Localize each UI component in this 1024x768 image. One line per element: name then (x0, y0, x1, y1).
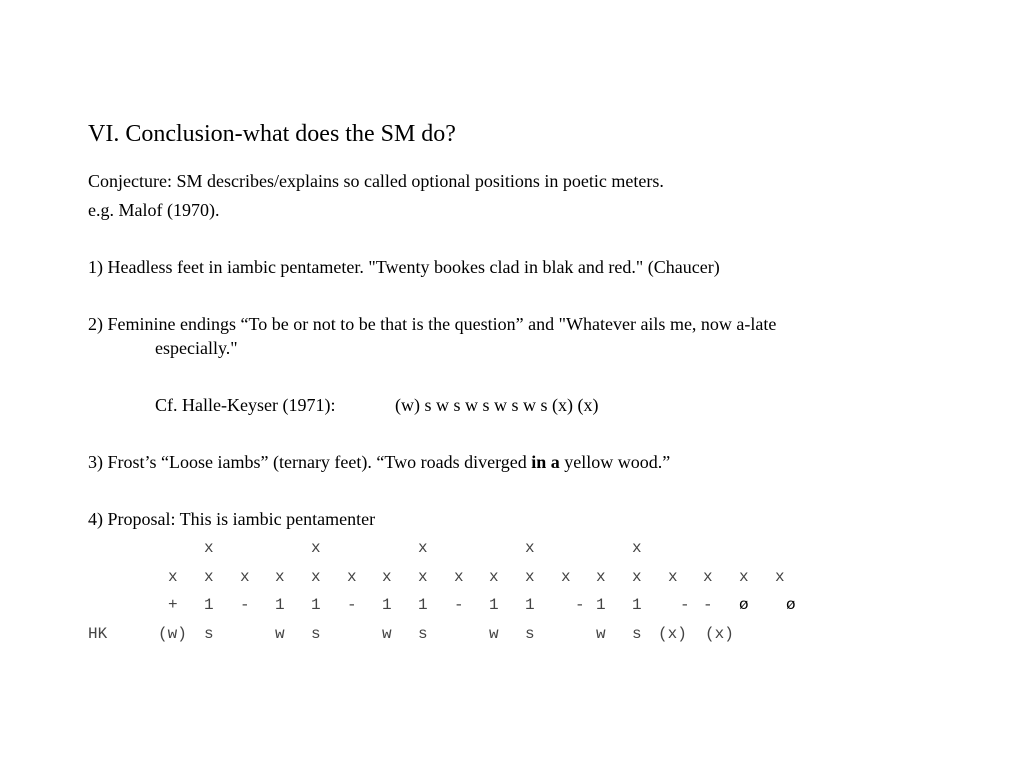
grid-mark: x (596, 568, 606, 586)
grid-mark: s (632, 625, 642, 643)
grid-mark: x (275, 568, 285, 586)
grid-mark: x (240, 568, 250, 586)
grid-mark: s (311, 625, 321, 643)
grid-mark: x (418, 568, 428, 586)
grid-mark: x (632, 539, 642, 557)
grid-mark: 1 (525, 596, 535, 614)
grid-row-halle-keyser (0, 624, 1024, 644)
grid-mark: x (775, 568, 785, 586)
item-loose-iambs-end: yellow wood.” (559, 452, 671, 472)
grid-mark: 1 (489, 596, 499, 614)
grid-row-top (0, 538, 1024, 558)
grid-mark: x (204, 568, 214, 586)
grid-mark: x (382, 568, 392, 586)
grid-mark: x (632, 568, 642, 586)
grid-mark: 1 (596, 596, 606, 614)
grid-mark: 1 (418, 596, 428, 614)
grid-mark: - (703, 596, 713, 614)
grid-mark: - (454, 596, 464, 614)
cf-halle-keyser-pattern: (w) s w s w s w s w s (x) (x) (395, 395, 599, 415)
item-headless-feet: 1) Headless feet in iambic pentameter. "Twenty bookes clad in blak and red." (Chaucer) (88, 257, 720, 277)
grid-mark: x (204, 539, 214, 557)
grid-mark: x (311, 568, 321, 586)
grid-mark: + (168, 596, 178, 614)
grid-mark: x (739, 568, 749, 586)
grid-mark: (x) (658, 625, 687, 643)
conjecture-text: Conjecture: SM describes/explains so called optional positions in poetic meters. (88, 171, 664, 191)
grid-mark: - (347, 596, 357, 614)
grid-row-positions (0, 567, 1024, 587)
item-proposal: 4) Proposal: This is iambic pentamenter (88, 509, 376, 529)
grid-mark: (x) (705, 625, 734, 643)
grid-mark: x (347, 568, 357, 586)
grid-row-stress (0, 595, 1024, 615)
grid-mark: 1 (382, 596, 392, 614)
grid-mark: - (680, 596, 690, 614)
grid-mark: x (454, 568, 464, 586)
grid-mark: s (525, 625, 535, 643)
grid-mark: x (668, 568, 678, 586)
grid-mark: x (525, 568, 535, 586)
grid-mark: w (489, 625, 499, 643)
grid-mark: s (204, 625, 214, 643)
grid-mark: 1 (204, 596, 214, 614)
grid-mark: s (418, 625, 428, 643)
item-feminine-endings-continued: especially." (155, 338, 238, 358)
grid-mark: 1 (311, 596, 321, 614)
example-reference: e.g. Malof (1970). (88, 200, 220, 220)
grid-mark: x (418, 539, 428, 557)
grid-mark: x (168, 568, 178, 586)
slide-title: VI. Conclusion-what does the SM do? (88, 121, 456, 147)
item-loose-iambs-emphasis: in a (531, 452, 560, 472)
grid-mark: w (596, 625, 606, 643)
item-loose-iambs-start: 3) Frost’s “Loose iambs” (ternary feet). “Two roads diverged (88, 452, 532, 472)
grid-mark-empty: ø (786, 596, 796, 614)
grid-mark: 1 (275, 596, 285, 614)
grid-mark: x (561, 568, 571, 586)
grid-mark: x (703, 568, 713, 586)
grid-mark: (w) (158, 625, 187, 643)
grid-mark: - (575, 596, 585, 614)
hk-label: HK (88, 625, 108, 643)
grid-mark: 1 (632, 596, 642, 614)
grid-mark: x (525, 539, 535, 557)
grid-mark: - (240, 596, 250, 614)
cf-halle-keyser-label: Cf. Halle-Keyser (1971): (155, 395, 336, 415)
grid-mark-empty: ø (739, 596, 749, 614)
grid-mark: w (275, 625, 285, 643)
item-feminine-endings: 2) Feminine endings “To be or not to be that is the question” and "Whatever ails me, now a-late (88, 314, 777, 334)
grid-mark: x (311, 539, 321, 557)
grid-mark: w (382, 625, 392, 643)
grid-mark: x (489, 568, 499, 586)
item-loose-iambs (88, 451, 670, 473)
